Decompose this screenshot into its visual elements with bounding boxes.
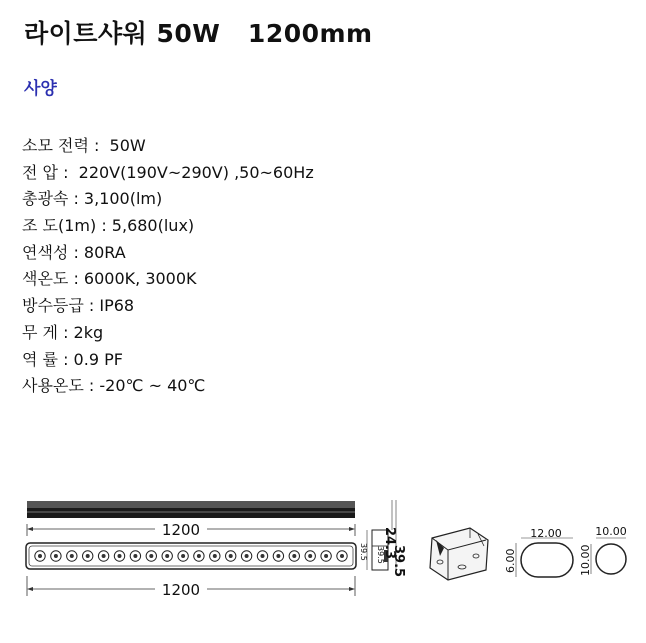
page-title: 라이트샤워 50W 1200mm [24, 19, 373, 48]
spec-power-factor: 역 률 : 0.9 PF [22, 349, 123, 369]
dimension-length-bottom [27, 576, 355, 599]
spec-illuminance: 조 도(1m) : 5,680(lux) [22, 216, 195, 236]
oval-width-label: 12.00 [530, 527, 562, 540]
led-chip-center [340, 554, 344, 558]
spec-voltage: 전 압 : 220V(190V~290V) ,50~60Hz [22, 162, 314, 182]
round-hole-drawing [579, 525, 627, 576]
led-chip-center [276, 554, 280, 558]
spec-operating-temp: 사용온도 : -20℃ ~ 40℃ [22, 376, 206, 396]
led-chip-center [165, 554, 169, 558]
fixture-end-profile [359, 500, 406, 577]
led-chip-center [38, 554, 42, 558]
led-chip-center [213, 554, 217, 558]
led-chip-center [133, 554, 137, 558]
led-chip-center [86, 554, 90, 558]
led-chip-center [245, 554, 249, 558]
side-height-top-label: 24.3 [382, 527, 397, 560]
circle-height-label: 10.00 [579, 544, 592, 576]
led-chip-center [181, 554, 185, 558]
led-chip-center [308, 554, 312, 558]
led-chip-center [149, 554, 153, 558]
led-chip-center [197, 554, 201, 558]
side-small-label-b: 39.5 [376, 546, 385, 564]
led-chip-center [118, 554, 122, 558]
led-chip-center [229, 554, 233, 558]
mounting-bracket-drawing [430, 528, 488, 580]
length-label-top: 1200 [161, 521, 201, 539]
spec-weight: 무 게 : 2kg [22, 322, 104, 342]
led-chip-center [261, 554, 265, 558]
led-chip-center [324, 554, 328, 558]
spec-luminous-flux: 총광속 : 3,100(lm) [22, 189, 163, 209]
led-chip-center [54, 554, 58, 558]
led-chip-center [70, 554, 74, 558]
spec-color-temp: 색온도 : 6000K, 3000K [22, 269, 197, 289]
spec-power: 소모 전력 : 50W [22, 136, 146, 155]
spec-cri: 연색성 : 80RA [22, 242, 126, 262]
led-chip-center [292, 554, 296, 558]
dimension-length-top [27, 521, 355, 539]
led-chip-center [102, 554, 106, 558]
circle-width-label: 10.00 [595, 525, 627, 538]
side-height-total-label: 39.5 [391, 545, 406, 578]
fixture-side-view [27, 501, 355, 518]
length-label-bottom: 1200 [161, 581, 201, 599]
oval-height-label: 6.00 [504, 548, 517, 573]
side-small-label-a: 39.5 [359, 543, 368, 561]
oval-slot-drawing [504, 527, 573, 577]
fixture-front-view [26, 543, 356, 569]
spec-ip-rating: 방수등급 : IP68 [22, 296, 135, 316]
section-title: 사양 [24, 79, 57, 99]
